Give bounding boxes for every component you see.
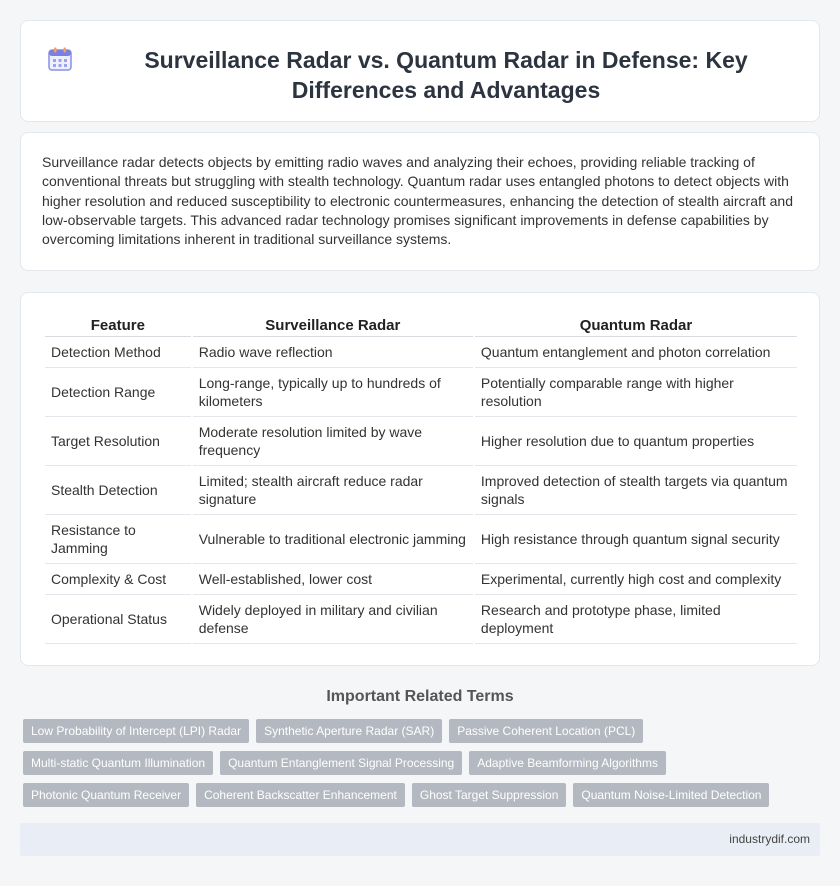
related-terms-list (23, 719, 823, 815)
tag-row (23, 719, 823, 743)
comparison-table (43, 311, 799, 644)
related-term-tag[interactable]: Coherent Backscatter Enhancement (196, 783, 405, 807)
intro-card (20, 132, 820, 271)
header-quantum-radar: Quantum Radar (475, 311, 797, 337)
quantum-cell: Experimental, currently high cost and complexity (475, 564, 797, 595)
table-row (45, 337, 797, 368)
tag-row (23, 751, 823, 775)
feature-cell: Detection Method (45, 337, 191, 368)
surveillance-cell: Moderate resolution limited by wave frequency (193, 417, 473, 466)
title-card (20, 20, 820, 122)
quantum-cell: Improved detection of stealth targets via quantum signals (475, 466, 797, 515)
table-header-row (45, 311, 797, 337)
related-term-tag[interactable]: Adaptive Beamforming Algorithms (469, 751, 666, 775)
related-term-tag[interactable]: Quantum Noise-Limited Detection (573, 783, 769, 807)
intro-paragraph: Surveillance radar detects objects by emitting radio waves and analyzing their echoes, providing reliable tracking of conventional threats but struggling with stealth technology. Quantum radar uses entangled photons to detect objects with higher resolution and reduced susceptibility to electronic countermeasures, enhancing the detection of stealth aircraft and low-observable targets. This advanced radar technology promises significant improvements in defense capabilities by overcoming limitations inherent in traditional surveillance systems. (42, 154, 794, 248)
surveillance-cell: Long-range, typically up to hundreds of kilometers (193, 368, 473, 417)
calendar-icon (47, 46, 73, 72)
table-row (45, 564, 797, 595)
feature-cell: Operational Status (45, 595, 191, 644)
feature-cell: Detection Range (45, 368, 191, 417)
table-row (45, 417, 797, 466)
quantum-cell: Potentially comparable range with higher resolution (475, 368, 797, 417)
related-terms-heading: Important Related Terms (326, 688, 514, 705)
header-surveillance-radar: Surveillance Radar (193, 311, 473, 337)
feature-cell: Stealth Detection (45, 466, 191, 515)
surveillance-cell: Vulnerable to traditional electronic jamming (193, 515, 473, 564)
surveillance-cell: Widely deployed in military and civilian defense (193, 595, 473, 644)
source-label[interactable]: industrydif.com (729, 832, 810, 846)
table-row (45, 595, 797, 644)
header-feature: Feature (45, 311, 191, 337)
feature-cell: Complexity & Cost (45, 564, 191, 595)
table-row (45, 466, 797, 515)
surveillance-cell: Well-established, lower cost (193, 564, 473, 595)
quantum-cell: High resistance through quantum signal security (475, 515, 797, 564)
quantum-cell: Quantum entanglement and photon correlation (475, 337, 797, 368)
surveillance-cell: Radio wave reflection (193, 337, 473, 368)
related-term-tag[interactable]: Synthetic Aperture Radar (SAR) (256, 719, 442, 743)
related-term-tag[interactable]: Passive Coherent Location (PCL) (449, 719, 643, 743)
surveillance-cell: Limited; stealth aircraft reduce radar signature (193, 466, 473, 515)
quantum-cell: Higher resolution due to quantum properties (475, 417, 797, 466)
related-term-tag[interactable]: Ghost Target Suppression (412, 783, 567, 807)
quantum-cell: Research and prototype phase, limited deployment (475, 595, 797, 644)
page-title: Surveillance Radar vs. Quantum Radar in Defense: Key Differences and Advantages (144, 47, 748, 103)
table-row (45, 368, 797, 417)
related-term-tag[interactable]: Multi-static Quantum Illumination (23, 751, 213, 775)
table-row (45, 515, 797, 564)
feature-cell: Resistance to Jamming (45, 515, 191, 564)
related-term-tag[interactable]: Photonic Quantum Receiver (23, 783, 189, 807)
related-term-tag[interactable]: Quantum Entanglement Signal Processing (220, 751, 462, 775)
tag-row (23, 783, 823, 807)
footer (20, 823, 820, 856)
feature-cell: Target Resolution (45, 417, 191, 466)
related-term-tag[interactable]: Low Probability of Intercept (LPI) Radar (23, 719, 249, 743)
comparison-table-card (20, 292, 820, 666)
